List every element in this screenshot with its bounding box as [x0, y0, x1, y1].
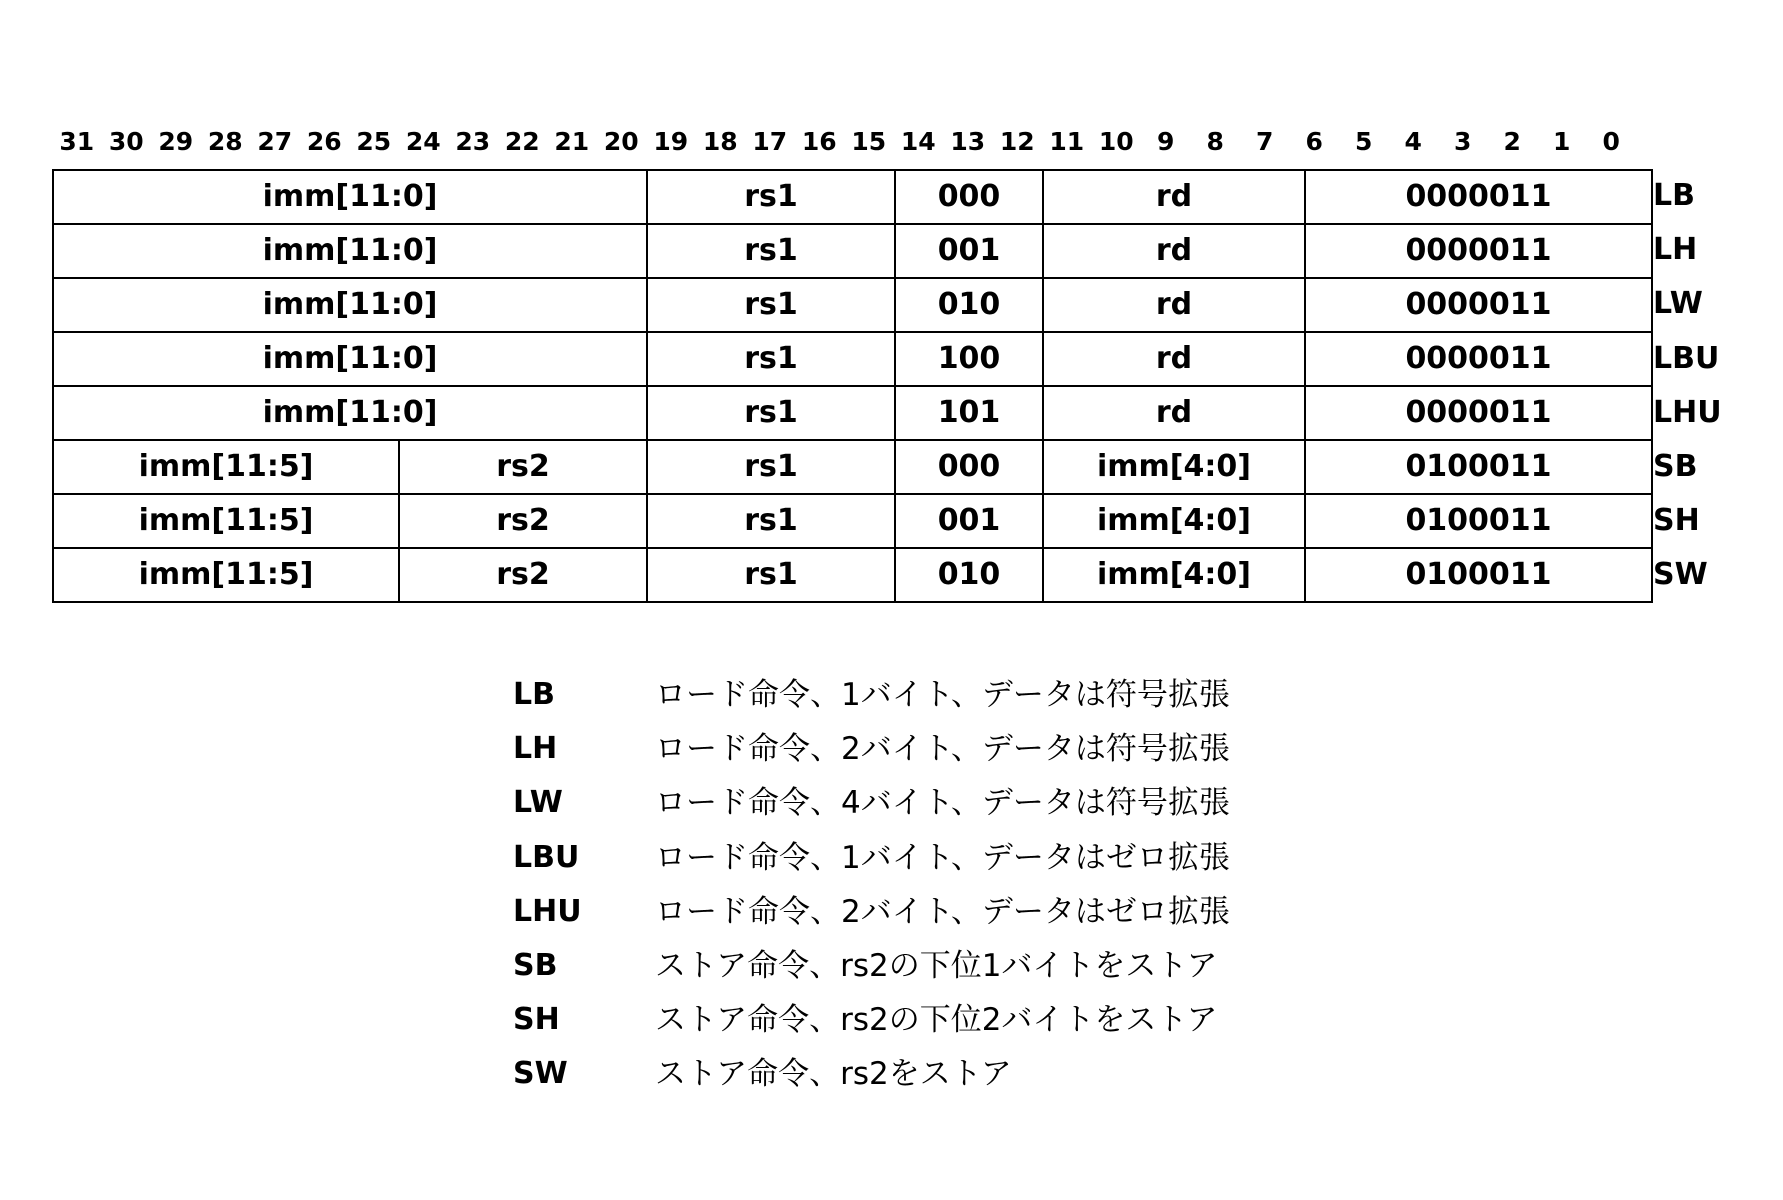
field-rd: rd	[1043, 332, 1305, 386]
field-imm: imm[11:0]	[53, 332, 647, 386]
bit-number: 1	[1553, 127, 1571, 156]
legend-row	[513, 722, 1230, 776]
bit-number: 7	[1256, 127, 1274, 156]
field-imm: imm[11:0]	[53, 170, 647, 224]
legend-description: ロード命令、1バイト、データは符号拡張	[655, 677, 1230, 713]
field-opcode: 0000011	[1305, 332, 1652, 386]
field-opcode: 0100011	[1305, 494, 1652, 548]
legend-row	[513, 776, 1230, 830]
bit-number: 22	[504, 127, 540, 156]
field-rs2: rs2	[399, 548, 647, 602]
instruction-legend	[513, 668, 1230, 1102]
field-rs1: rs1	[647, 278, 895, 332]
bit-number: 0	[1602, 127, 1620, 156]
legend-description: ロード命令、2バイト、データは符号拡張	[655, 731, 1230, 768]
mnemonic-column	[1651, 169, 1781, 603]
legend-mnemonic: SH	[513, 1002, 560, 1038]
legend-mnemonic: LHU	[513, 893, 582, 929]
row-mnemonic: LB	[1653, 178, 1695, 213]
field-rs1: rs1	[647, 224, 895, 278]
legend-mnemonic: LB	[513, 677, 555, 712]
field-imm: imm[11:0]	[53, 386, 647, 440]
bit-number: 5	[1355, 127, 1373, 156]
field-rs1: rs1	[647, 440, 895, 494]
encoding-row-lhu	[53, 386, 1652, 440]
bit-number: 3	[1454, 127, 1472, 156]
encoding-row-sb	[53, 440, 1652, 494]
row-mnemonic: SB	[1653, 448, 1698, 484]
bit-number: 6	[1305, 127, 1323, 156]
bit-number: 30	[108, 127, 144, 156]
legend-row	[513, 993, 1230, 1047]
bit-number: 12	[999, 127, 1035, 156]
legend-row	[513, 1047, 1230, 1101]
instruction-encoding-table	[52, 169, 1653, 603]
encoding-row-sh	[53, 494, 1652, 548]
legend-row	[513, 668, 1230, 722]
bit-number: 15	[851, 127, 887, 156]
field-rs2: rs2	[399, 440, 647, 494]
legend-row	[513, 939, 1230, 993]
encoding-row-lbu	[53, 332, 1652, 386]
row-mnemonic: LW	[1653, 286, 1703, 322]
legend-description: ストア命令、rs2の下位1バイトをストア	[655, 947, 1218, 984]
encoding-row-lb	[53, 170, 1652, 224]
field-imm-high: imm[11:5]	[53, 440, 399, 494]
bit-number: 19	[653, 127, 689, 156]
field-rs1: rs1	[647, 386, 895, 440]
field-rs1: rs1	[647, 332, 895, 386]
bit-number: 29	[158, 127, 194, 156]
bit-number: 14	[900, 127, 936, 156]
field-opcode: 0000011	[1305, 224, 1652, 278]
field-imm-high: imm[11:5]	[53, 494, 399, 548]
field-rs1: rs1	[647, 494, 895, 548]
bit-number: 27	[257, 127, 293, 156]
field-funct3: 001	[895, 224, 1043, 278]
row-mnemonic: LBU	[1653, 340, 1720, 376]
field-opcode: 0100011	[1305, 440, 1652, 494]
bit-number: 17	[752, 127, 788, 156]
legend-mnemonic: SW	[513, 1056, 568, 1092]
bit-number: 31	[59, 127, 95, 156]
bit-number: 21	[554, 127, 590, 156]
legend-mnemonic: LW	[513, 785, 563, 821]
legend-description: ストア命令、rs2の下位2バイトをストア	[655, 1002, 1218, 1039]
field-funct3: 000	[895, 170, 1043, 224]
encoding-row-lw	[53, 278, 1652, 332]
row-mnemonic: LHU	[1653, 394, 1722, 430]
legend-mnemonic: LBU	[513, 839, 580, 875]
bit-number: 16	[801, 127, 837, 156]
legend-row	[513, 885, 1230, 939]
field-rs2: rs2	[399, 494, 647, 548]
field-imm: imm[11:0]	[53, 224, 647, 278]
legend-description: ストア命令、rs2をストア	[655, 1056, 1012, 1093]
field-imm-low: imm[4:0]	[1043, 548, 1305, 602]
field-imm-low: imm[4:0]	[1043, 440, 1305, 494]
bit-number: 20	[603, 127, 639, 156]
row-mnemonic: LH	[1653, 232, 1698, 268]
row-mnemonic: SH	[1653, 503, 1700, 539]
encoding-row-lh	[53, 224, 1652, 278]
field-imm: imm[11:0]	[53, 278, 647, 332]
field-opcode: 0000011	[1305, 386, 1652, 440]
field-rd: rd	[1043, 170, 1305, 224]
field-imm-high: imm[11:5]	[53, 548, 399, 602]
bit-number: 13	[950, 127, 986, 156]
bit-number: 28	[207, 127, 243, 156]
field-rd: rd	[1043, 278, 1305, 332]
field-opcode: 0100011	[1305, 548, 1652, 602]
field-funct3: 000	[895, 440, 1043, 494]
bit-number: 26	[306, 127, 342, 156]
bit-number: 24	[405, 127, 441, 156]
legend-mnemonic: LH	[513, 731, 558, 767]
field-rs1: rs1	[647, 170, 895, 224]
row-mnemonic: SW	[1653, 557, 1708, 593]
bit-number: 8	[1206, 127, 1224, 156]
legend-mnemonic: SB	[513, 947, 558, 983]
field-rs1: rs1	[647, 548, 895, 602]
field-rd: rd	[1043, 224, 1305, 278]
bit-number: 23	[455, 127, 491, 156]
bit-number: 11	[1049, 127, 1085, 156]
bit-number: 25	[356, 127, 392, 156]
encoding-row-sw	[53, 548, 1652, 602]
legend-description: ロード命令、2バイト、データはゼロ拡張	[655, 893, 1230, 930]
field-funct3: 100	[895, 332, 1043, 386]
field-funct3: 101	[895, 386, 1043, 440]
field-imm-low: imm[4:0]	[1043, 494, 1305, 548]
field-funct3: 001	[895, 494, 1043, 548]
bit-number-header	[52, 127, 1636, 157]
legend-row	[513, 831, 1230, 885]
bit-number: 18	[702, 127, 738, 156]
bit-number: 10	[1098, 127, 1134, 156]
legend-description: ロード命令、4バイト、データは符号拡張	[655, 785, 1230, 822]
field-opcode: 0000011	[1305, 170, 1652, 224]
field-rd: rd	[1043, 386, 1305, 440]
field-funct3: 010	[895, 548, 1043, 602]
field-funct3: 010	[895, 278, 1043, 332]
field-opcode: 0000011	[1305, 278, 1652, 332]
legend-description: ロード命令、1バイト、データはゼロ拡張	[655, 839, 1230, 876]
bit-number: 4	[1404, 127, 1422, 156]
bit-number: 2	[1503, 127, 1521, 156]
bit-number: 9	[1157, 127, 1175, 156]
